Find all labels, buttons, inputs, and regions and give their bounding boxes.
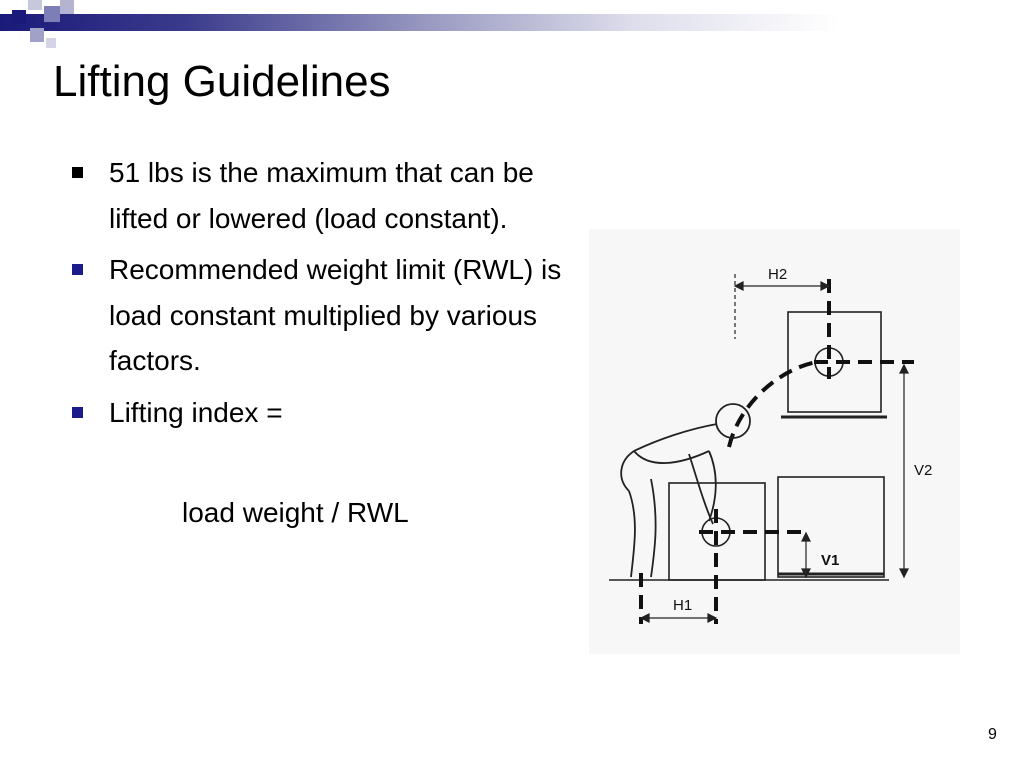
bullet-text: 51 lbs is the maximum that can be lifted or lowered (load constant).: [109, 157, 534, 234]
decor-square: [28, 0, 42, 10]
bullet-item: [72, 390, 592, 436]
v2-label: V2: [914, 462, 933, 479]
bullet-item: [72, 150, 592, 241]
title-accent-band: [0, 14, 1024, 31]
square-bullet-icon: [72, 264, 83, 275]
decor-square: [12, 10, 26, 24]
v1-label: V1: [821, 552, 840, 569]
page-number: 9: [988, 726, 997, 743]
person-figure: [621, 404, 750, 577]
decor-square: [46, 38, 56, 48]
h2-label: H2: [768, 266, 788, 283]
bullet-text: Recommended weight limit (RWL) is load constant multiplied by various factors.: [109, 254, 562, 376]
lifting-index-formula: load weight / RWL: [182, 497, 409, 528]
square-bullet-icon: [72, 407, 83, 418]
bullet-item: [72, 247, 592, 384]
decor-square: [44, 6, 60, 22]
bullet-list: [72, 150, 592, 441]
square-bullet-icon: [72, 167, 83, 178]
decor-square: [60, 0, 74, 14]
lifting-diagram: [589, 229, 960, 654]
h1-label: H1: [673, 597, 693, 614]
decor-square: [30, 28, 44, 42]
bullet-text: Lifting index =: [109, 396, 283, 428]
slide-title: Lifting Guidelines: [53, 57, 391, 106]
